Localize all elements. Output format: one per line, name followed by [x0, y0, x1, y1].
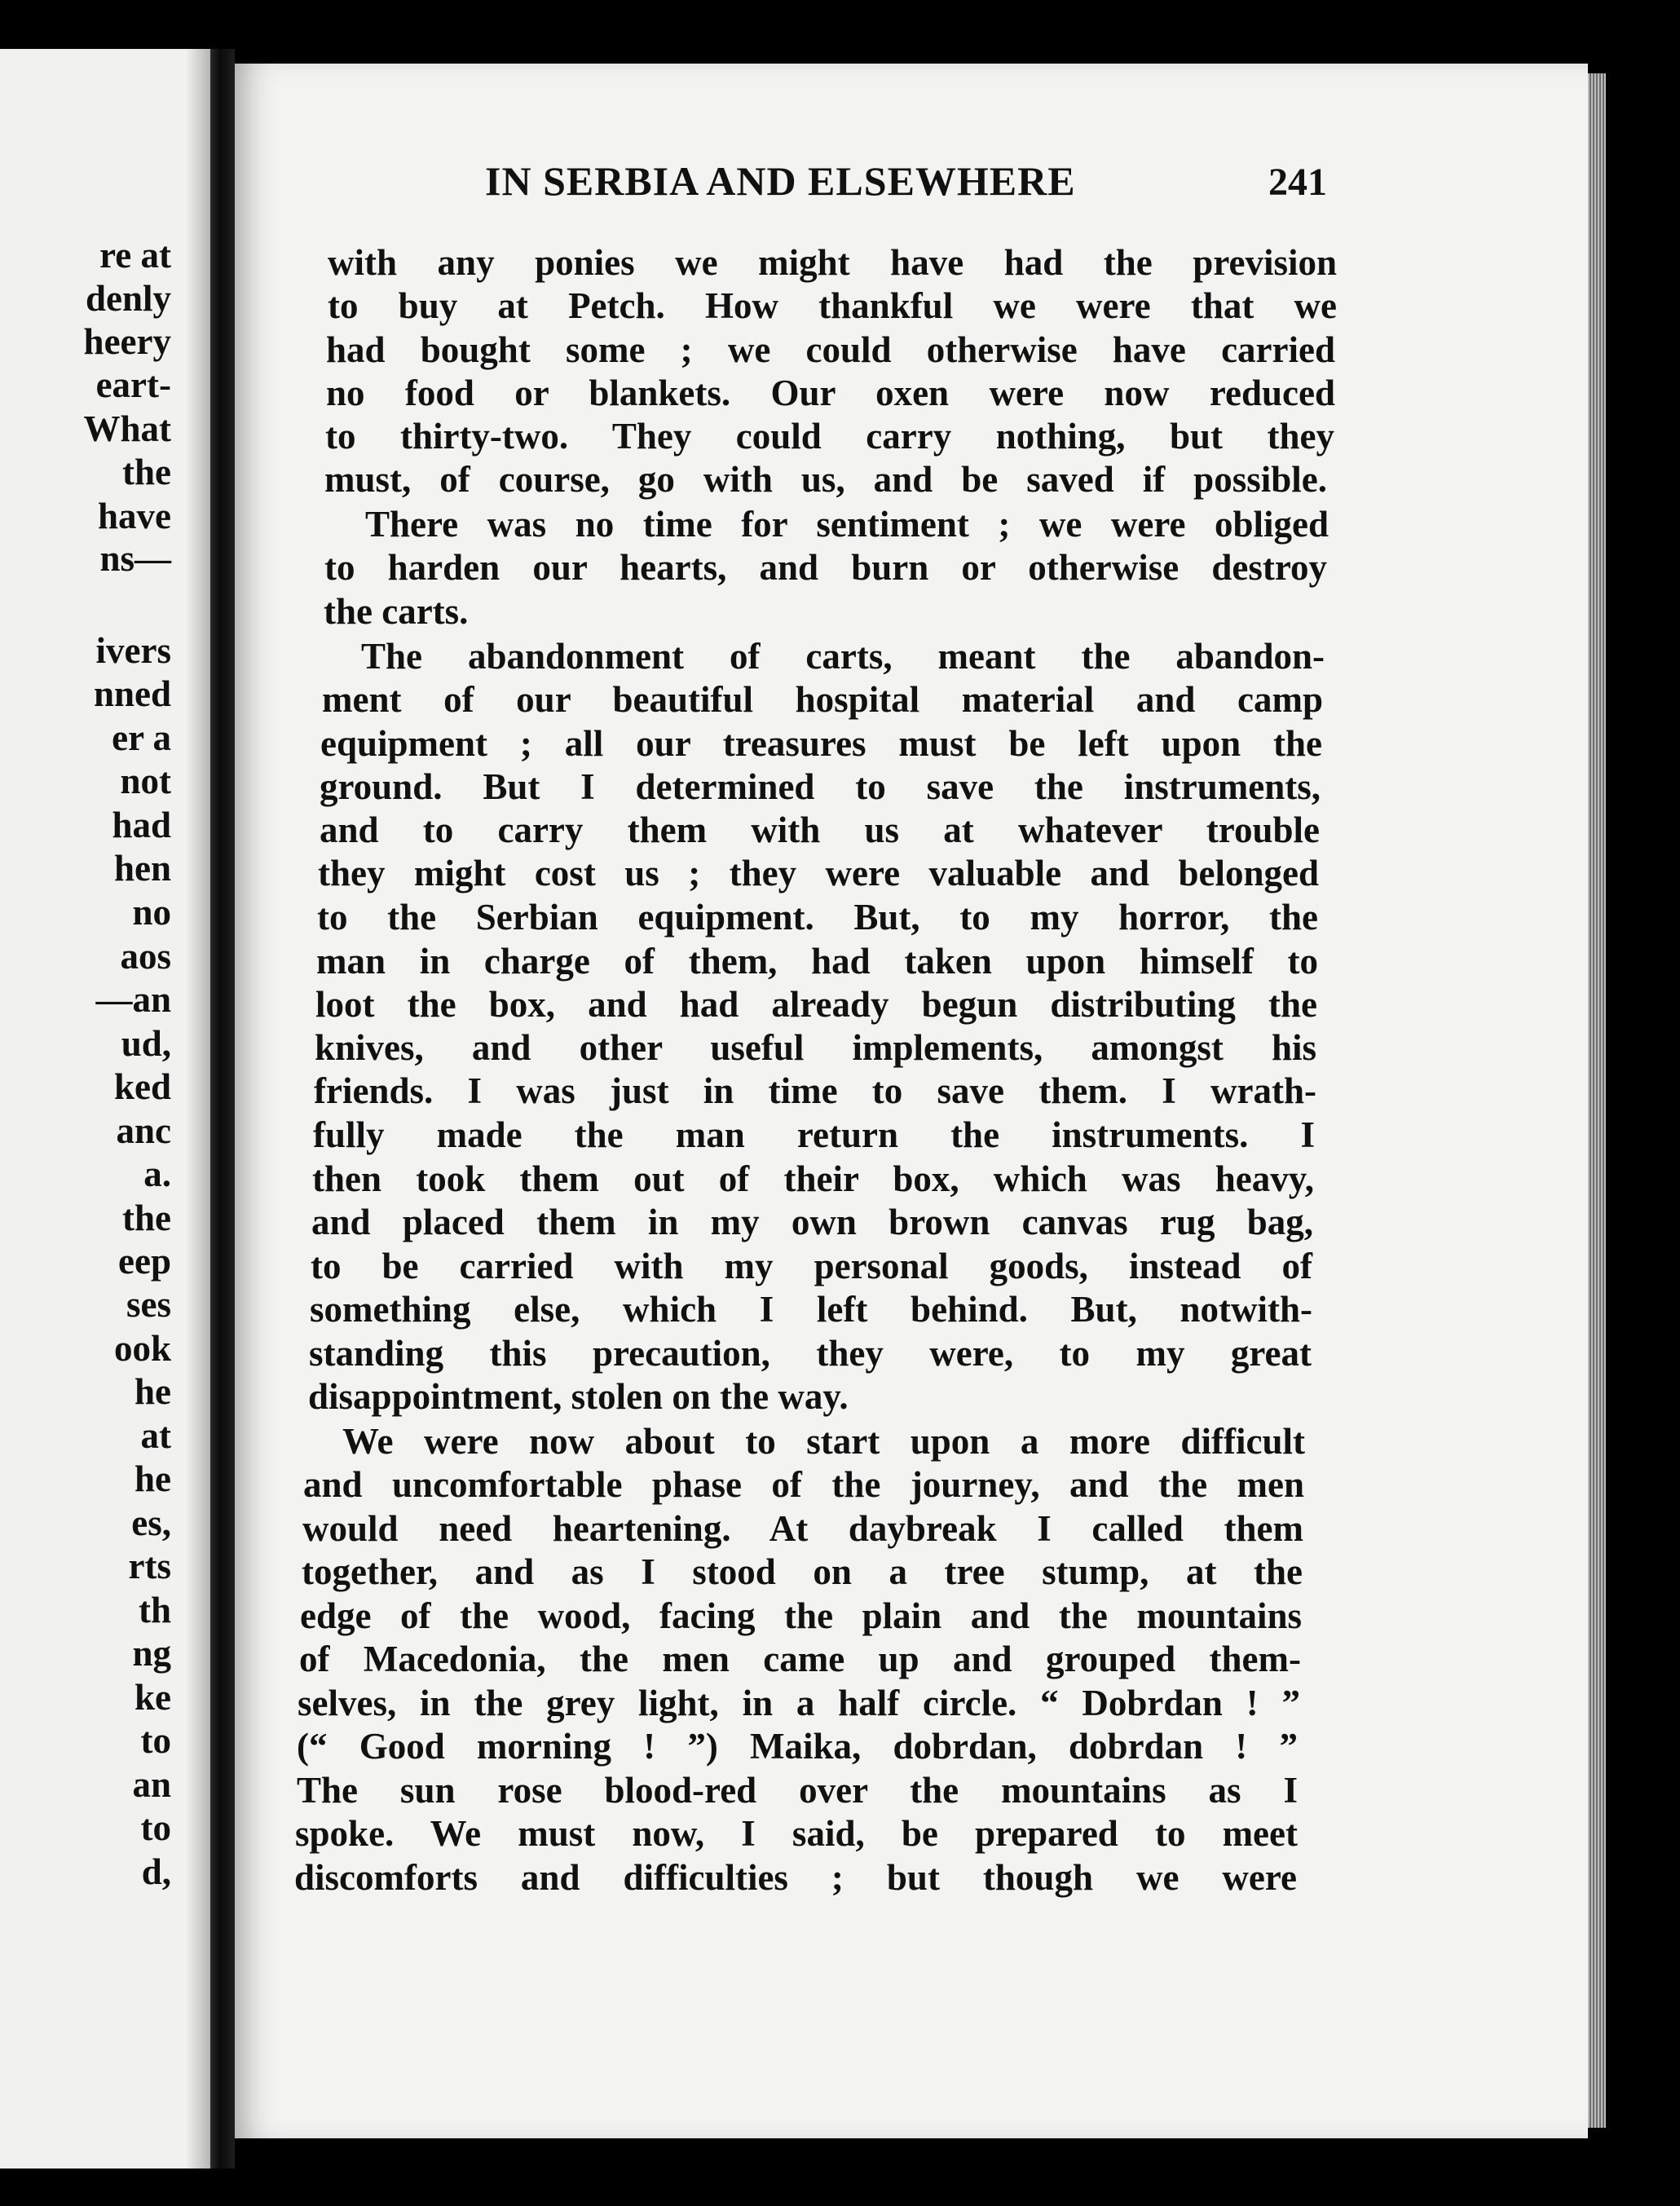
- text-line: loot the box, and had already begun distributing the: [315, 984, 1317, 1025]
- text-line: disappointment, stolen on the way.: [308, 1376, 849, 1417]
- text-line: of Macedonia, the men came up and grouped them-: [299, 1639, 1301, 1679]
- text-line: and placed them in my own brown canvas rug bag,: [311, 1202, 1313, 1242]
- text-line: selves, in the grey light, in a half circle. “ Dobrdan ! ”: [298, 1683, 1300, 1723]
- left-page-fragment: eep: [118, 1241, 171, 1282]
- left-page-fragment: anc: [116, 1110, 171, 1151]
- left-page-fragment: denly: [85, 278, 171, 319]
- left-page-fragment: ivers: [95, 630, 171, 671]
- text-line: ground. But I determined to save the instruments,: [320, 766, 1321, 807]
- left-page-fragment: —an: [95, 979, 171, 1020]
- left-page-fragment: es,: [131, 1502, 171, 1543]
- left-page-fragment: er a: [112, 717, 171, 758]
- text-line: no food or blankets. Our oxen were now reduced: [326, 373, 1335, 413]
- text-line: then took them out of their box, which was heavy,: [312, 1158, 1314, 1199]
- text-line: friends. I was just in time to save them. I wrath-: [314, 1070, 1316, 1111]
- text-line: to the Serbian equipment. But, to my horror, the: [317, 897, 1318, 938]
- text-line: together, and as I stood on a tree stump, at the: [302, 1551, 1303, 1592]
- left-page-fragment: at: [140, 1415, 171, 1456]
- left-page-fragment: ses: [126, 1284, 171, 1325]
- page-number: 241: [1268, 161, 1327, 204]
- book-gutter: [210, 49, 235, 2168]
- text-line: and uncomfortable phase of the journey, and the men: [303, 1464, 1304, 1505]
- left-page-fragment: the: [122, 1198, 171, 1238]
- left-page-fragment: ns—: [99, 538, 171, 579]
- left-page-fragment: to: [140, 1720, 171, 1761]
- text-line: fully made the man return the instruments. I: [313, 1114, 1315, 1155]
- left-page: [0, 49, 210, 2168]
- text-line: spoke. We must now, I said, be prepared to meet: [295, 1813, 1298, 1854]
- text-line: to harden our hearts, and burn or otherwise destroy: [324, 547, 1327, 588]
- text-line: something else, which I left behind. But, notwith-: [310, 1289, 1312, 1330]
- text-line: (“ Good morning ! ”) Maika, dobrdan, dobrdan ! ”: [297, 1726, 1298, 1767]
- text-line: they might cost us ; they were valuable and belonged: [318, 853, 1319, 893]
- left-page-fragment: ook: [113, 1328, 171, 1369]
- text-line: to be carried with my personal goods, instead of: [311, 1246, 1312, 1286]
- left-page-fragment: aos: [120, 936, 171, 977]
- left-page-fragment: not: [120, 761, 171, 801]
- text-line: would need heartening. At daybreak I called them: [302, 1508, 1303, 1549]
- running-head: IN SERBIA AND ELSEWHERE: [485, 158, 1076, 204]
- left-page-fragment: d,: [141, 1851, 171, 1892]
- left-page-fragment: th: [138, 1590, 171, 1630]
- left-page-fragment: to: [140, 1807, 171, 1848]
- text-line: to buy at Petch. How thankful we were that we: [328, 285, 1337, 326]
- left-page-fragment: ud,: [121, 1023, 171, 1064]
- text-line: The sun rose blood-red over the mountains as I: [297, 1770, 1298, 1811]
- left-page-fragment: hen: [113, 848, 171, 889]
- text-line: with any ponies we might have had the prevision: [328, 242, 1337, 283]
- left-page-fragment: he: [134, 1458, 171, 1499]
- left-page-fragment: the: [122, 452, 171, 492]
- text-line: There was no time for sentiment ; we were obliged: [365, 504, 1329, 545]
- page-edge: [1588, 73, 1606, 2128]
- text-line: The abandonment of carts, meant the abandon-: [361, 636, 1325, 677]
- left-page-fragment: a.: [143, 1154, 171, 1194]
- text-line: ment of our beautiful hospital material and camp: [322, 679, 1323, 720]
- left-page-fragment: ng: [132, 1633, 171, 1674]
- text-line: had bought some ; we could otherwise have carried: [326, 329, 1335, 370]
- text-line: equipment ; all our treasures must be left upon the: [320, 723, 1322, 764]
- left-page-fragment: he: [134, 1371, 171, 1412]
- text-line: We were now about to start upon a more difficult: [342, 1421, 1305, 1462]
- left-page-fragment: an: [132, 1764, 171, 1805]
- left-page-fragment: have: [98, 496, 171, 536]
- text-line: and to carry them with us at whatever trouble: [320, 810, 1320, 850]
- left-page-fragment: nned: [93, 673, 171, 714]
- text-line: discomforts and difficulties ; but though we were: [294, 1857, 1297, 1898]
- text-line: the carts.: [324, 591, 469, 632]
- left-page-gutter-shadow: [186, 49, 210, 2168]
- left-page-fragment: ked: [113, 1066, 171, 1107]
- left-page-fragment: eart-: [95, 364, 171, 405]
- text-line: must, of course, go with us, and be saved if possible.: [324, 459, 1327, 500]
- text-line: standing this precaution, they were, to my great: [309, 1333, 1312, 1374]
- left-page-fragment: What: [83, 408, 171, 449]
- text-line: edge of the wood, facing the plain and the mountains: [300, 1595, 1302, 1636]
- text-line: man in charge of them, had taken upon himself to: [316, 941, 1318, 982]
- left-page-fragment: had: [112, 805, 171, 845]
- left-page-fragment: re at: [99, 235, 171, 276]
- left-page-fragment: heery: [83, 321, 171, 362]
- left-page-fragment: ke: [134, 1677, 171, 1718]
- left-page-fragment: rts: [128, 1546, 171, 1586]
- left-page-fragment: no: [132, 892, 171, 933]
- text-line: to thirty-two. They could carry nothing, but they: [325, 416, 1334, 457]
- text-line: knives, and other useful implements, amongst his: [315, 1027, 1316, 1068]
